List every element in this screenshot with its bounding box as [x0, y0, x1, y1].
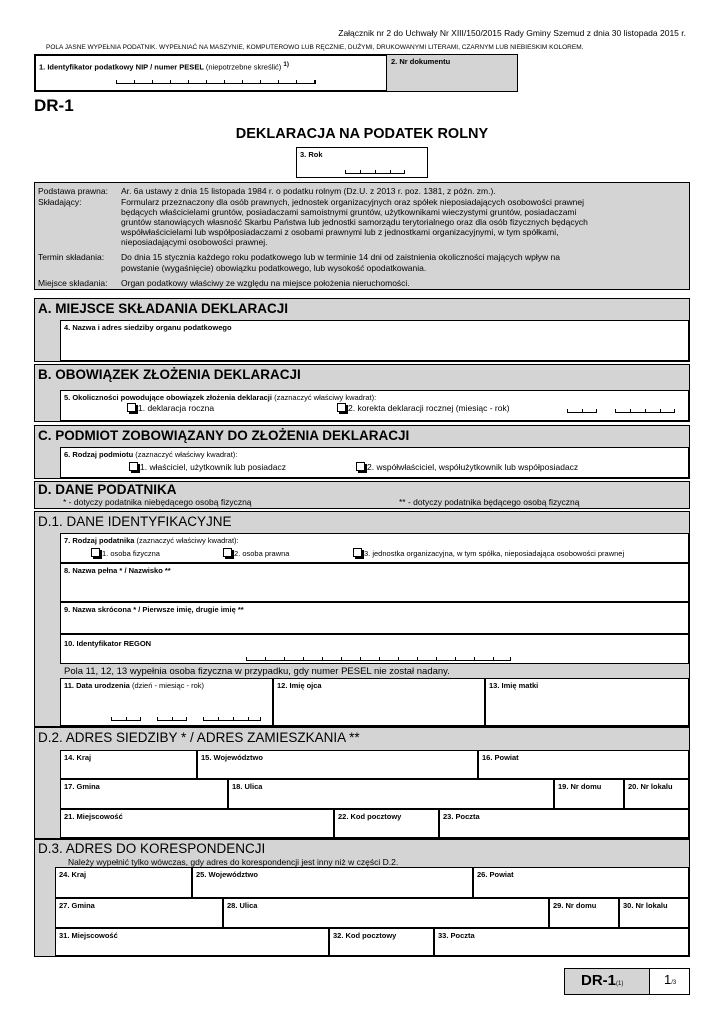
corr-apartment-number-label: 30. Nr lokalu	[623, 901, 668, 910]
apartment-number-label: 20. Nr lokalu	[628, 782, 673, 791]
locality-label: 21. Miejscowość	[64, 812, 123, 821]
country-label: 14. Kraj	[64, 753, 92, 762]
annual-declaration-option[interactable]: 1. deklaracja roczna	[127, 403, 214, 413]
father-name-field[interactable]	[273, 678, 485, 726]
corr-postal-code-label: 32. Kod pocztowy	[333, 931, 397, 940]
filer-line-3: gruntów stanowiących własność Skarbu Państwa lub jednostki samorządu terytorialnego oraz dla osób fizycznych będących	[121, 217, 588, 227]
year-ticks	[615, 409, 675, 413]
voivodeship-field[interactable]	[197, 750, 478, 779]
checkbox-icon[interactable]	[356, 462, 365, 471]
taxpayer-type-field	[60, 533, 689, 563]
postal-code-label: 22. Kod pocztowy	[338, 812, 402, 821]
section-d-title: D. DANE PODATNIKA	[38, 482, 177, 497]
corr-county-label: 26. Powiat	[477, 870, 514, 879]
deadline-label: Termin składania:	[38, 252, 105, 262]
corr-country-field[interactable]	[55, 867, 192, 898]
full-name-field[interactable]	[60, 563, 689, 602]
section-d1-title: D.1. DANE IDENTYFIKACYJNE	[38, 514, 232, 529]
organizational-unit-option[interactable]: 3. jednostka organizacyjna, w tym spółka, nieposiadająca osobowości prawnej	[353, 548, 624, 558]
nip-pesel-field[interactable]	[35, 55, 387, 91]
section-d3-title: D.3. ADRES DO KORESPONDENCJI	[38, 841, 266, 856]
deadline-line-1: Do dnia 15 stycznia każdego roku podatkowego lub w terminie 14 dni od zaistnienia okoliczności mających wpływ na	[121, 252, 560, 262]
year-digit-ticks	[345, 170, 405, 174]
section-a-title: A. MIEJSCE SKŁADANIA DEKLARACJI	[38, 301, 289, 316]
form-title: DEKLARACJA NA PODATEK ROLNY	[235, 126, 489, 142]
checkbox-icon[interactable]	[91, 548, 100, 557]
street-field[interactable]	[228, 779, 554, 809]
page-number: 1/3	[664, 972, 677, 987]
voivodeship-label: 15. Województwo	[201, 753, 263, 762]
obligation-field	[60, 390, 689, 421]
corr-apartment-number-field[interactable]	[619, 898, 689, 928]
legal-info-block	[34, 182, 690, 290]
commune-label: 17. Gmina	[64, 782, 100, 791]
apartment-number-field[interactable]	[624, 779, 689, 809]
basis-text: Ar. 6a ustawy z dnia 15 listopada 1984 r. o podatku rolnym (Dz.U. z 2013 r. poz. 1381, z późn. zm.).	[121, 186, 496, 196]
entity-type-field	[60, 447, 689, 478]
footer-box	[564, 968, 690, 995]
section-d1	[34, 511, 690, 727]
checkbox-icon[interactable]	[353, 548, 362, 557]
year-ticks	[203, 717, 261, 721]
locality-field[interactable]	[60, 809, 334, 838]
checkbox-icon[interactable]	[127, 403, 136, 412]
filer-line-5: nieposiadającymi osobowości prawnej.	[121, 237, 268, 247]
place-text: Organ podatkowy właściwy ze względu na miejsce położenia nieruchomości.	[121, 278, 410, 288]
section-a	[34, 298, 690, 362]
tax-office-label: 4. Nazwa i adres siedziby organu podatkowego	[64, 323, 232, 332]
country-field[interactable]	[60, 750, 197, 779]
post-office-label: 23. Poczta	[443, 812, 480, 821]
corr-postal-code-field[interactable]	[329, 928, 434, 956]
mother-name-label: 13. Imię matki	[489, 681, 539, 690]
corr-commune-field[interactable]	[55, 898, 223, 928]
checkbox-icon[interactable]	[337, 403, 346, 412]
section-d2	[34, 727, 690, 839]
nip-digit-ticks	[116, 80, 316, 84]
house-number-field[interactable]	[554, 779, 624, 809]
id-section	[34, 54, 518, 92]
corr-locality-field[interactable]	[55, 928, 329, 956]
natural-person-option[interactable]: 1. osoba fizyczna	[91, 548, 160, 558]
corr-house-number-field[interactable]	[549, 898, 619, 928]
section-d2-title: D.2. ADRES SIEDZIBY * / ADRES ZAMIESZKANIA **	[38, 730, 360, 745]
pesel-note: Pola 11, 12, 13 wypełnia osoba fizyczna w przypadku, gdy numer PESEL nie został nadany.	[64, 666, 450, 677]
fill-instruction: POLA JASNE WYPEŁNIA PODATNIK. WYPEŁNIAĆ NA MASZYNIE, KOMPUTEROWO LUB RĘCZNIE, DUŻYMI, DRUKOWANYMI LITERAMI, CZARNYM LUB NIEBIESKIM KOLOREM.	[46, 44, 584, 51]
corr-locality-label: 31. Miejscowość	[59, 931, 118, 940]
attachment-note: Załącznik nr 2 do Uchwały Nr XIII/150/2015 Rady Gminy Szemud z dnia 30 listopada 2015 r.	[338, 28, 686, 38]
section-b	[34, 364, 690, 422]
tax-office-field[interactable]	[60, 320, 689, 361]
section-d3-note: Należy wypełnić tylko wówczas, gdy adres do korespondencji jest inny niż w części D.2.	[68, 857, 399, 867]
section-b-title: B. OBOWIĄZEK ZŁOŻENIA DEKLARACJI	[38, 367, 301, 382]
footer-form-code: DR-1(1)	[581, 972, 624, 989]
section-d	[34, 481, 690, 509]
short-name-field[interactable]	[60, 602, 689, 634]
post-office-field[interactable]	[439, 809, 689, 838]
mother-name-field[interactable]	[485, 678, 689, 726]
short-name-label: 9. Nazwa skrócona * / Pierwsze imię, drugie imię **	[64, 605, 244, 614]
section-d3	[34, 839, 690, 957]
corr-voivodeship-field[interactable]	[192, 867, 473, 898]
taxpayer-type-label: 7. Rodzaj podatnika (zaznaczyć właściwy kwadrat):	[64, 536, 239, 545]
corr-street-field[interactable]	[223, 898, 549, 928]
correction-option[interactable]: 2. korekta deklaracji rocznej (miesiąc - rok)	[337, 403, 510, 413]
filer-line-1: Formularz przeznaczony dla osób prawnych, jednostek organizacyjnych oraz spółek nieposiadających osobowości prawnej	[121, 197, 585, 207]
day-ticks	[111, 717, 141, 721]
house-number-label: 19. Nr domu	[558, 782, 602, 791]
filer-line-4: współwłaścicielami lub współposiadaczami z osobami prawnymi lub z jednostkami organizacyjnymi, w tym spółkami,	[121, 227, 559, 237]
month-ticks	[157, 717, 187, 721]
county-label: 16. Powiat	[482, 753, 519, 762]
checkbox-icon[interactable]	[223, 548, 232, 557]
filer-line-2: będących właścicielami gruntów, posiadaczami samoistnymi gruntów, użytkownikami wieczystymi gruntów, posiadaczami	[121, 207, 577, 217]
obligation-label: 5. Okoliczności powodujące obowiązek złożenia deklaracji (zaznaczyć właściwy kwadrat):	[64, 393, 377, 402]
regon-label: 10. Identyfikator REGON	[64, 639, 152, 648]
year-field[interactable]	[296, 147, 428, 178]
note-legal-person: * - dotyczy podatnika niebędącego osobą fizyczną	[63, 497, 252, 507]
section-c-title: C. PODMIOT ZOBOWIĄZANY DO ZŁOŻENIA DEKLARACJI	[38, 428, 410, 443]
corr-post-office-field[interactable]	[434, 928, 689, 956]
note-natural-person: ** - dotyczy podatnika będącego osobą fizyczną	[399, 497, 580, 507]
page-number-box	[649, 968, 690, 995]
section-c	[34, 425, 690, 479]
owner-option[interactable]: 1. właściciel, użytkownik lub posiadacz	[129, 462, 286, 472]
co-owner-option[interactable]: 2. współwłaściciel, współużytkownik lub współposiadacz	[356, 462, 578, 472]
birth-date-label: 11. Data urodzenia (dzień - miesiąc - rok)	[64, 681, 205, 690]
commune-field[interactable]	[60, 779, 228, 809]
father-name-label: 12. Imię ojca	[277, 681, 322, 690]
county-field[interactable]	[478, 750, 689, 779]
street-label: 18. Ulica	[232, 782, 263, 791]
full-name-label: 8. Nazwa pełna * / Nazwisko **	[64, 566, 171, 575]
birth-date-field[interactable]	[60, 678, 273, 726]
month-ticks	[567, 409, 597, 413]
year-label: 3. Rok	[300, 150, 323, 159]
corr-post-office-label: 33. Poczta	[438, 931, 475, 940]
postal-code-field[interactable]	[334, 809, 439, 838]
regon-field[interactable]	[60, 634, 689, 664]
place-label: Miejsce składania:	[38, 278, 108, 288]
corr-commune-label: 27. Gmina	[59, 901, 95, 910]
deadline-line-2: powstanie (wygaśnięcie) obowiązku podatkowego, lub wysokość opodatkowania.	[121, 263, 427, 273]
corr-voivodeship-label: 25. Województwo	[196, 870, 258, 879]
nip-pesel-label: 1. Identyfikator podatkowy NIP / numer PESEL (niepotrzebne skreślić) $^{1)}$	[39, 61, 289, 72]
basis-label: Podstawa prawna:	[38, 186, 108, 196]
form-code: DR-1	[34, 96, 74, 115]
legal-person-option[interactable]: 2. osoba prawna	[223, 548, 289, 558]
corr-country-label: 24. Kraj	[59, 870, 87, 879]
entity-type-label: 6. Rodzaj podmiotu (zaznaczyć właściwy kwadrat):	[64, 450, 238, 459]
corr-county-field[interactable]	[473, 867, 689, 898]
filer-label: Składający:	[38, 197, 82, 207]
document-number-label: 2. Nr dokumentu	[391, 57, 451, 66]
corr-house-number-label: 29. Nr domu	[553, 901, 597, 910]
regon-digit-ticks	[246, 657, 511, 661]
corr-street-label: 28. Ulica	[227, 901, 258, 910]
checkbox-icon[interactable]	[129, 462, 138, 471]
